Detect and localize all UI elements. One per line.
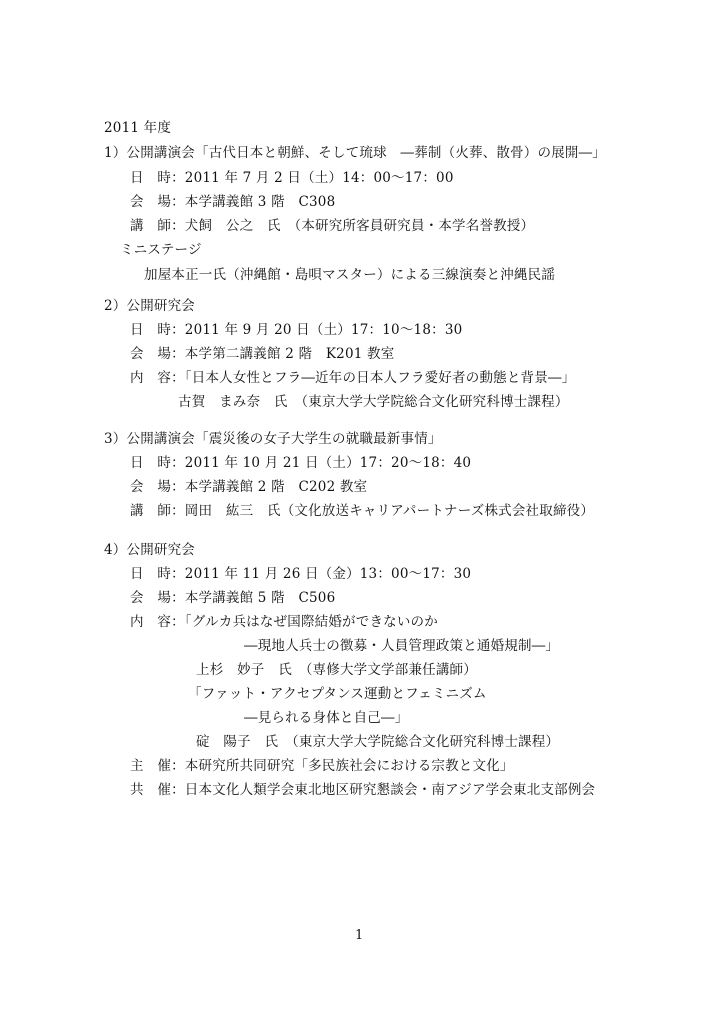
section-1-ministage-label: ミニステージ [120,242,202,258]
section-3-venue: 会 場：本学講義館 2 階 C202 教室 [130,479,368,495]
section-3-speaker: 講 師：岡田 紘三 氏（文化放送キャリアパートナーズ株式会社取締役） [130,503,595,519]
section-1-speaker: 講 師：犬飼 公之 氏 （本研究所客員研究員・本学名誉教授） [130,218,535,234]
section-4-datetime: 日 時：2011 年 11 月 26 日（金）13：00～17：30 [130,566,472,582]
section-2-heading: 2）公開研究会 [104,298,195,314]
section-2-datetime: 日 時：2011 年 9 月 20 日（土）17：10～18：30 [130,322,463,338]
section-4-content: 内 容：「グルカ兵はなぜ国際結婚ができないのか [130,614,438,630]
section-3-heading: 3）公開講演会「震災後の女子大学生の就職最新事情」 [104,431,442,447]
section-3-datetime: 日 時：2011 年 10 月 21 日（土）17：20～18：40 [130,455,472,471]
section-4-co-organizer: 共 催：日本文化人類学会東北地区研究懇談会・南アジア学会東北支部例会 [130,782,596,798]
section-1-heading: 1）公開講演会「古代日本と朝鮮、そして琉球 ―葬制（火葬、散骨）の展開―」 [104,145,606,161]
page-number: 1 [355,928,364,943]
section-2-venue: 会 場：本学第二講義館 2 階 K201 教室 [130,346,395,362]
section-2-presenter: 古賀 まみ奈 氏 （東京大学大学院総合文化研究科博士課程） [178,394,569,410]
section-4-presenter-2: 碇 陽子 氏 （東京大学大学院総合文化研究科博士課程） [196,734,560,750]
section-4-content-subtitle-1: ―現地人兵士の徴募・人員管理政策と通婚規制―」 [244,638,560,654]
section-4-organizer: 主 催：本研究所共同研究「多民族社会における宗教と文化」 [130,758,514,774]
year-heading: 2011 年度 [104,120,172,136]
section-4-heading: 4）公開研究会 [104,542,195,558]
section-2-content: 内 容：「日本人女性とフラ―近年の日本人フラ愛好者の動態と背景―」 [130,370,576,386]
section-4-content-subtitle-2: ―見られる身体と自己―」 [244,710,409,726]
section-4-content-2: 「ファット・アクセプタンス運動とフェミニズム [188,686,487,702]
section-1-datetime: 日 時：2011 年 7 月 2 日（土）14：00～17：00 [130,170,454,186]
section-1-ministage-detail: 加屋本正一氏（沖縄館・島唄マスター）による三線演奏と沖縄民謡 [144,267,555,283]
section-4-presenter-1: 上杉 妙子 氏 （専修大学文学部兼任講師） [196,662,477,678]
section-1-venue: 会 場：本学講義館 3 階 C308 [130,194,336,210]
section-4-venue: 会 場：本学講義館 5 階 C506 [130,590,336,606]
